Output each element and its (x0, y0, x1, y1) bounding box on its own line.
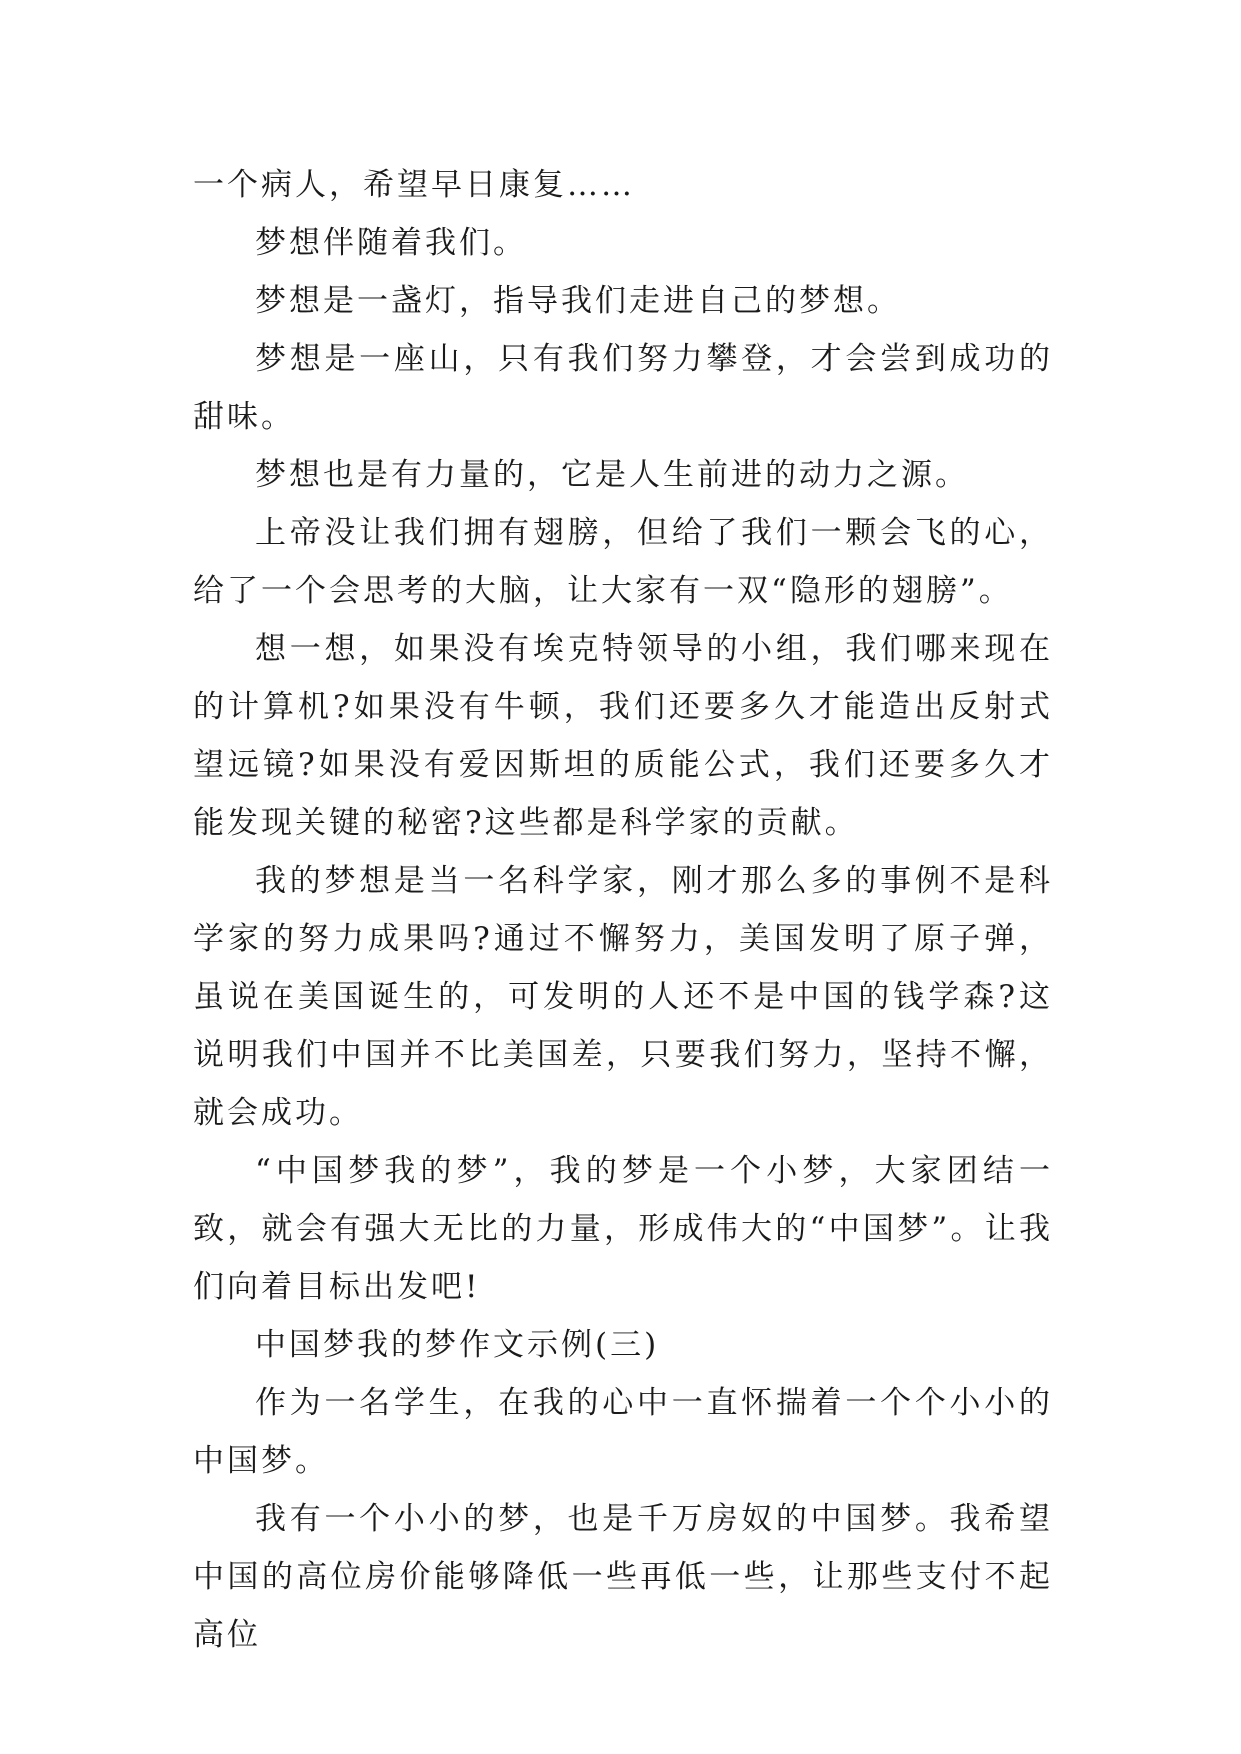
paragraph-4: 梦想是一座山，只有我们努力攀登，才会尝到成功的甜味。 (193, 341, 1053, 435)
paragraph-1: 一个病人，希望早日康复…… (193, 167, 635, 203)
paragraph-8: 我的梦想是当一名科学家，刚才那么多的事例不是科学家的努力成果吗?通过不懈努力，美国发明了原子弹，虽说在美国诞生的，可发明的人还不是中国的钱学森?这说明我们中国并不比美国差，只要我们努力，坚持不懈，就会成功。 (193, 863, 1053, 1131)
paragraph-5: 梦想也是有力量的，它是人生前进的动力之源。 (255, 457, 969, 493)
paragraph-6: 上帝没让我们拥有翅膀，但给了我们一颗会飞的心，给了一个会思考的大脑，让大家有一双“隐形的翅膀”。 (193, 515, 1053, 609)
paragraph-10: 作为一名学生，在我的心中一直怀揣着一个个小小的中国梦。 (193, 1385, 1053, 1479)
document-body (193, 156, 1053, 1664)
paragraph-3: 梦想是一盏灯，指导我们走进自己的梦想。 (255, 283, 901, 319)
paragraph-7: 想一想，如果没有埃克特领导的小组，我们哪来现在的计算机?如果没有牛顿，我们还要多久才能造出反射式望远镜?如果没有爱因斯坦的质能公式，我们还要多久才能发现关键的秘密?这些都是科学家的贡献。 (193, 631, 1053, 841)
paragraph-2: 梦想伴随着我们。 (255, 225, 527, 261)
paragraph-9: “中国梦我的梦”，我的梦是一个小梦，大家团结一致，就会有强大无比的力量，形成伟大的“中国梦”。让我们向着目标出发吧! (193, 1153, 1053, 1305)
paragraph-11: 我有一个小小的梦，也是千万房奴的中国梦。我希望中国的高位房价能够降低一些再低一些，让那些支付不起高位 (193, 1501, 1053, 1653)
section-heading: 中国梦我的梦作文示例(三) (255, 1327, 660, 1363)
